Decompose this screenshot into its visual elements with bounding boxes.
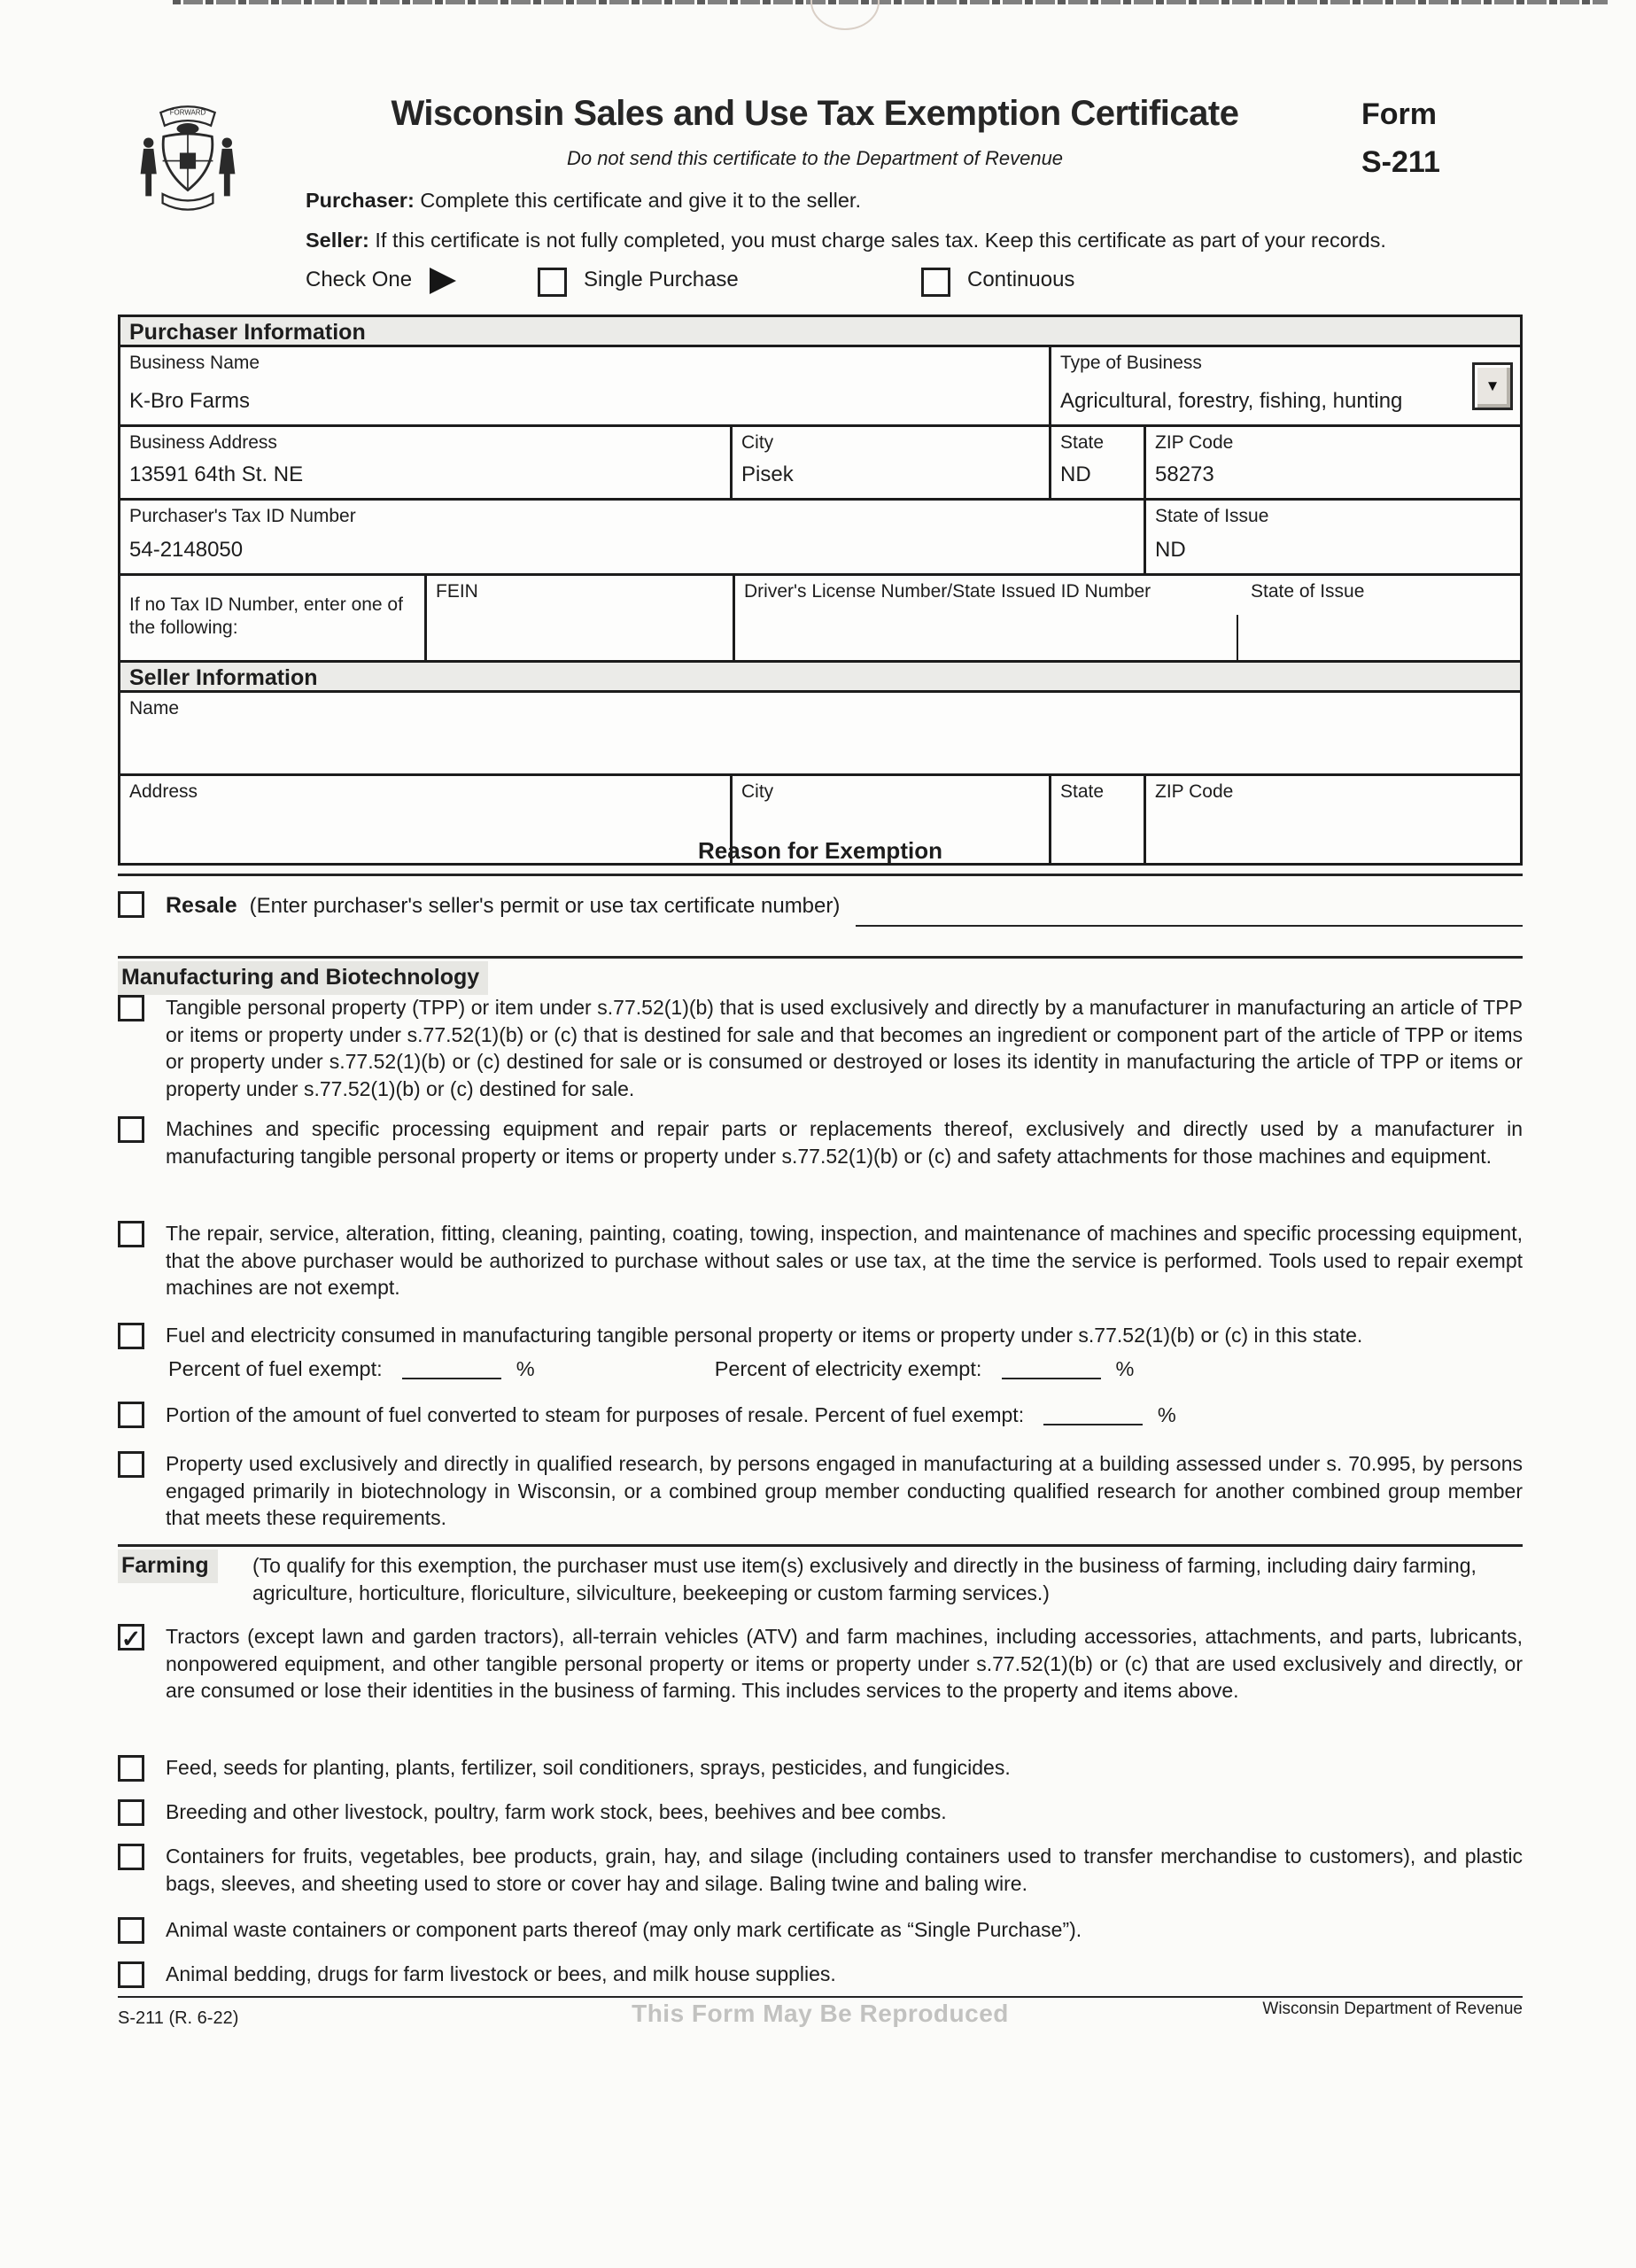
seller-name-label: Name [129, 698, 180, 718]
mfg-item-steam [118, 1401, 1523, 1429]
fein-field[interactable] [427, 576, 735, 660]
zip-field[interactable] [1146, 427, 1520, 498]
seller-instruction-label: Seller: [306, 229, 369, 252]
mfg-machines-checkbox[interactable] [118, 1116, 144, 1143]
table-row [120, 501, 1520, 576]
mfg-item-fuel [118, 1322, 1523, 1349]
tax-id-value: 54-2148050 [129, 538, 244, 562]
mfg-steam-text [166, 1401, 1176, 1429]
drivers-license-field[interactable] [735, 576, 1237, 660]
zip-label: ZIP Code [1155, 432, 1234, 453]
electricity-percent-label: Percent of electricity exempt: [714, 1357, 982, 1380]
type-of-business-value: Agricultural, forestry, fishing, hunting [1060, 389, 1403, 413]
resale-checkbox[interactable] [118, 891, 144, 918]
purchaser-instruction [306, 189, 861, 213]
farming-item-feed [118, 1754, 1523, 1782]
type-of-business-field[interactable] [1051, 347, 1520, 424]
farming-section-header [118, 1550, 218, 1583]
svg-text:FORWARD: FORWARD [169, 108, 206, 117]
fuel-percent-row [168, 1355, 1134, 1381]
resale-permit-number-field[interactable] [856, 891, 1523, 927]
form-word: Form [1361, 97, 1437, 131]
state-label: State [1060, 432, 1105, 453]
mfg-research-checkbox[interactable] [118, 1451, 144, 1478]
purchaser-instruction-text: Complete this certificate and give it to the seller. [420, 189, 861, 212]
purchaser-section-header: Purchaser Information [120, 317, 1520, 347]
footer-agency-name: Wisconsin Department of Revenue [1262, 2000, 1523, 2018]
percent-sign: % [516, 1357, 535, 1380]
chevron-down-icon[interactable]: ▼ [1472, 362, 1513, 410]
no-tax-id-note [120, 576, 427, 660]
single-purchase-label: Single Purchase [584, 268, 739, 291]
electricity-percent-field[interactable] [1002, 1355, 1101, 1379]
farming-animal-waste-text: Animal waste containers or component parts thereof (may only mark certificate as “Single Purchase”). [166, 1918, 1082, 1941]
divider [118, 874, 1523, 876]
fein-label: FEIN [436, 581, 478, 602]
business-address-field[interactable] [120, 427, 733, 498]
scan-artifact-top-edge [173, 0, 1608, 4]
fuel-percent-label: Percent of fuel exempt: [168, 1357, 383, 1380]
footer-form-revision: S-211 (R. 6-22) [118, 2008, 239, 2028]
arrow-right-icon [430, 268, 456, 294]
farming-feed-text: Feed, seeds for planting, plants, fertilizer, soil conditioners, sprays, pesticides, and fungicides. [166, 1756, 1011, 1779]
farming-tractors-text: Tractors (except lawn and garden tractors), all-terrain vehicles (ATV) and farm machines, including accessories, attachments, and parts, lubricants, nonpowered equipment, and other tangible personal property or items or property under s.77.52(1)(b) or (c) that are used exclusively and directly, or are consumed or lose their identities in the business of farming. This includes services to the property and items above. [166, 1625, 1523, 1702]
farming-breeding-checkbox[interactable] [118, 1799, 144, 1826]
farming-breeding-text: Breeding and other livestock, poultry, farm work stock, bees, beehives and bee combs. [166, 1800, 947, 1823]
divider [118, 1544, 1523, 1547]
farming-intro: (To qualify for this exemption, the purchaser must use item(s) exclusively and directly in the business of farming, including dairy farming, agriculture, horticulture, floriculture, silviculture, beekeeping or custom farming services.) [252, 1554, 1477, 1604]
dl-state-of-issue-label: State of Issue [1251, 581, 1365, 602]
no-tax-id-label: If no Tax ID Number, enter one of the following: [129, 594, 403, 638]
mfg-tpp-checkbox[interactable] [118, 995, 144, 1021]
farming-tractors-checkbox[interactable]: ✓ [118, 1624, 144, 1651]
check-one-label: Check One [306, 268, 413, 291]
continuous-label: Continuous [967, 268, 1075, 291]
manufacturing-section-title: Manufacturing and Biotechnology [118, 961, 488, 995]
percent-sign: % [1115, 1357, 1135, 1380]
farming-section-title: Farming [118, 1550, 218, 1583]
mfg-item-research [118, 1450, 1523, 1532]
purchaser-instruction-label: Purchaser: [306, 189, 415, 212]
wisconsin-state-seal [129, 97, 246, 223]
farming-item-breeding [118, 1798, 1523, 1826]
farming-item-animal-waste [118, 1916, 1523, 1944]
mfg-machines-text: Machines and specific processing equipment and repair parts or replacements thereof, exclusively and directly used by a manufacturer in manufacturing tangible personal property or items or property under s.77.52(1)(b) or (c) and safety attachments for those machines and equipment. [166, 1117, 1523, 1168]
seller-instruction-text: If this certificate is not fully completed, you must charge sales tax. Keep this certificate as part of your records. [375, 229, 1386, 252]
page-subtitle: Do not send this certificate to the Department of Revenue [566, 147, 1064, 169]
table-row [120, 693, 1520, 776]
mfg-item-machines [118, 1115, 1523, 1169]
type-of-business-label: Type of Business [1060, 353, 1202, 373]
percent-sign: % [1157, 1403, 1176, 1426]
mfg-item-repair [118, 1220, 1523, 1301]
footer-reproduction-note: This Form May Be Reproduced [632, 2000, 1009, 2027]
business-address-label: Business Address [129, 432, 277, 453]
farming-animal-bedding-checkbox[interactable] [118, 1961, 144, 1988]
table-row [120, 347, 1520, 427]
drivers-license-label: Driver's License Number/State Issued ID Number [744, 581, 1151, 602]
check-one-row [306, 264, 1280, 301]
business-name-field[interactable] [120, 347, 1051, 424]
scan-artifact-arc [810, 0, 880, 30]
tax-id-label: Purchaser's Tax ID Number [129, 506, 356, 526]
business-name-value: K-Bro Farms [129, 389, 251, 413]
mfg-research-text: Property used exclusively and directly in qualified research, by persons engaged in manufacturing at a building assessed under s. 70.995, by persons engaged primarily in biotechnology in Wisconsin, or a combined group member conducting qualified research for another combined group member that meets these requirements. [166, 1452, 1523, 1529]
mfg-tpp-text: Tangible personal property (TPP) or item under s.77.52(1)(b) that is used exclusively and directly by a manufacturer in manufacturing an article of TPP or items or property under s.77.52(1)(b) or (c) that is destined for sale and that becomes an ingredient or component part of the article of TPP or items or property under s.77.52(1)(b) or (c) destined for sale or is consumed or destroyed or loses its identity in manufacturing the article of TPP or items or property under s.77.52(1)(b) or (c) destined for sale. [166, 996, 1523, 1100]
state-field[interactable] [1051, 427, 1146, 498]
seller-information-section [118, 660, 1523, 866]
mfg-item-tpp [118, 994, 1523, 1102]
farming-animal-waste-checkbox[interactable] [118, 1917, 144, 1944]
single-purchase-checkbox[interactable] [538, 268, 567, 297]
seller-city-label: City [741, 781, 774, 802]
zip-value: 58273 [1155, 462, 1214, 486]
tax-id-field[interactable] [120, 501, 1146, 573]
state-value: ND [1060, 462, 1091, 486]
resale-row [118, 891, 1523, 927]
mfg-repair-text: The repair, service, alteration, fitting, cleaning, painting, coating, towing, inspection, and maintenance of machines and specific processing equipment, that the above purchaser would be authorized to purchase without sales or use tax, at the time the service is performed. Tools used to repair exempt machines are not exempt. [166, 1222, 1523, 1299]
farming-containers-checkbox[interactable] [118, 1844, 144, 1870]
resale-hint: (Enter purchaser's seller's permit or use tax certificate number) [249, 894, 841, 918]
seller-name-field[interactable] [120, 693, 1520, 773]
mfg-steam-text-content: Portion of the amount of fuel converted to steam for purposes of resale. Percent of fuel exempt: [166, 1403, 1025, 1426]
page-title: Wisconsin Sales and Use Tax Exemption Certificate [391, 94, 1239, 133]
city-field[interactable] [733, 427, 1051, 498]
table-row [120, 427, 1520, 501]
farming-item-tractors [118, 1623, 1523, 1705]
continuous-checkbox[interactable] [921, 268, 950, 297]
city-label: City [741, 432, 774, 453]
footer-divider [118, 1996, 1523, 1998]
seller-address-label: Address [129, 781, 198, 802]
steam-fuel-percent-field[interactable] [1043, 1401, 1143, 1425]
seller-section-header: Seller Information [120, 663, 1520, 693]
mfg-steam-checkbox[interactable] [118, 1402, 144, 1428]
mfg-repair-checkbox[interactable] [118, 1221, 144, 1247]
business-address-value: 13591 64th St. NE [129, 462, 304, 486]
form-number: S-211 [1361, 145, 1440, 179]
mfg-fuel-checkbox[interactable] [118, 1323, 144, 1349]
mfg-fuel-text: Fuel and electricity consumed in manufacturing tangible personal property or items or property under s.77.52(1)(b) or (c) in this state. [166, 1324, 1363, 1347]
state-of-issue-field[interactable] [1146, 501, 1520, 573]
farming-containers-text: Containers for fruits, vegetables, bee products, grain, hay, and silage (including containers used to transfer merchandise to customers), and plastic bags, sleeves, and sheeting used to store or cover hay and silage. Baling twine and baling wire. [166, 1845, 1523, 1895]
farming-animal-bedding-text: Animal bedding, drugs for farm livestock or bees, and milk house supplies. [166, 1962, 836, 1985]
farming-item-containers [118, 1843, 1523, 1897]
resale-label: Resale [166, 893, 237, 918]
city-value: Pisek [741, 462, 794, 486]
state-of-issue-value: ND [1155, 538, 1186, 562]
manufacturing-section-header [118, 961, 488, 995]
state-of-issue-label: State of Issue [1155, 506, 1269, 526]
fuel-percent-field[interactable] [402, 1355, 501, 1379]
purchaser-information-section [118, 315, 1523, 663]
seller-zip-label: ZIP Code [1155, 781, 1234, 802]
divider [118, 956, 1523, 959]
business-name-label: Business Name [129, 353, 260, 373]
dl-state-of-issue-field[interactable] [1237, 576, 1520, 660]
farming-item-animal-bedding [118, 1961, 1523, 1988]
farming-feed-checkbox[interactable] [118, 1755, 144, 1782]
partial-divider-line [1237, 615, 1238, 660]
table-row [120, 576, 1520, 660]
seller-instruction [306, 229, 1386, 252]
seller-state-label: State [1060, 781, 1105, 802]
reason-for-exemption-title: Reason for Exemption [698, 837, 942, 864]
